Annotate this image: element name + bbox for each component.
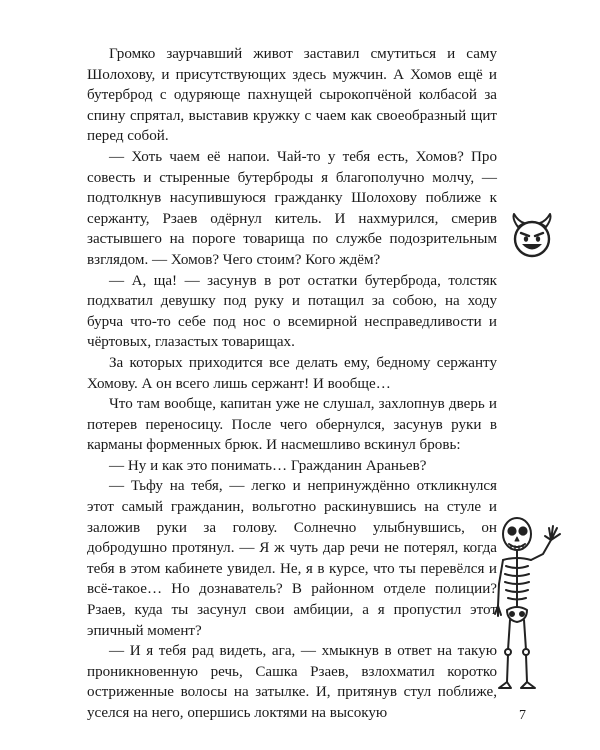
devil-emoji-icon <box>510 213 554 259</box>
paragraph: Что там вообще, капитан уже не слушал, захлопнув дверь и потерев переносицу. После чего обернулся, засунув руки в карманы форменных брюк. И насмешливо вскинул бровь: <box>87 396 497 454</box>
body-text <box>87 44 497 724</box>
paragraph: — И я тебя рад видеть, ага, — хмыкнув в ответ на такую проникновенную речь, Сашка Рзаев, взлохматил коротко остриженные волосы на затылке. И, притянув стул поближе, уселся на него, опершись локтями на высокую <box>87 643 497 721</box>
paragraph: — Тьфу на тебя, — легко и непринуждённо откликнулся этот самый гражданин, вольготно раскинувшись на стуле и заложив руки за голову. Солнечно улыбнувшись, он добродушно протянул. — Я ж чуть дар речи не потерял, когда тебя в этом кабинете увидел. Не, я в курсе, что ты перевёлся и всё-такое… Но дознаватель? В районном отделе полиции? Рзаев, куда ты засунул свои амбиции, а я пропустил этот эпичный момент? <box>87 478 497 639</box>
page-number: 7 <box>519 708 526 723</box>
paragraph: За которых приходится все делать ему, бедному сержанту Хомову. А он всего лишь сержант! И вообще… <box>87 354 497 392</box>
paragraph: Громко заурчавший живот заставил смутиться и саму Шолохову, и присутствующих здесь мужчин. А Хомов ещё и бутерброд с одуряюще пахнущей сырокопчёной колбасой за спину спрятал, выставив кружку с чаем как своеобразный щит перед собой. <box>87 46 497 145</box>
waving-skeleton-icon <box>493 510 565 695</box>
paragraph: — Хоть чаем её напои. Чай-то у тебя есть, Хомов? Про совесть и стыренные бутерброды я благополучно молчу, — подтолкнув насупившуюся гражданку Шолохову поближе к сержанту, Рзаев одёрнул китель. И нахмурился, смерив застывшего на пороге товарища по службе подозрительным взглядом. — Хомов? Чего стоим? Кого ждём? <box>87 148 497 268</box>
paragraph: — А, ща! — засунув в рот остатки бутерброда, толстяк подхватил девушку под руку и потащил за собою, на ходу бурча что-то себе под нос о всемирной несправедливости и чёртовых, глазастых товарищах. <box>87 272 497 351</box>
paragraph: — Ну и как это понимать… Гражданин Араньев? <box>109 457 427 474</box>
